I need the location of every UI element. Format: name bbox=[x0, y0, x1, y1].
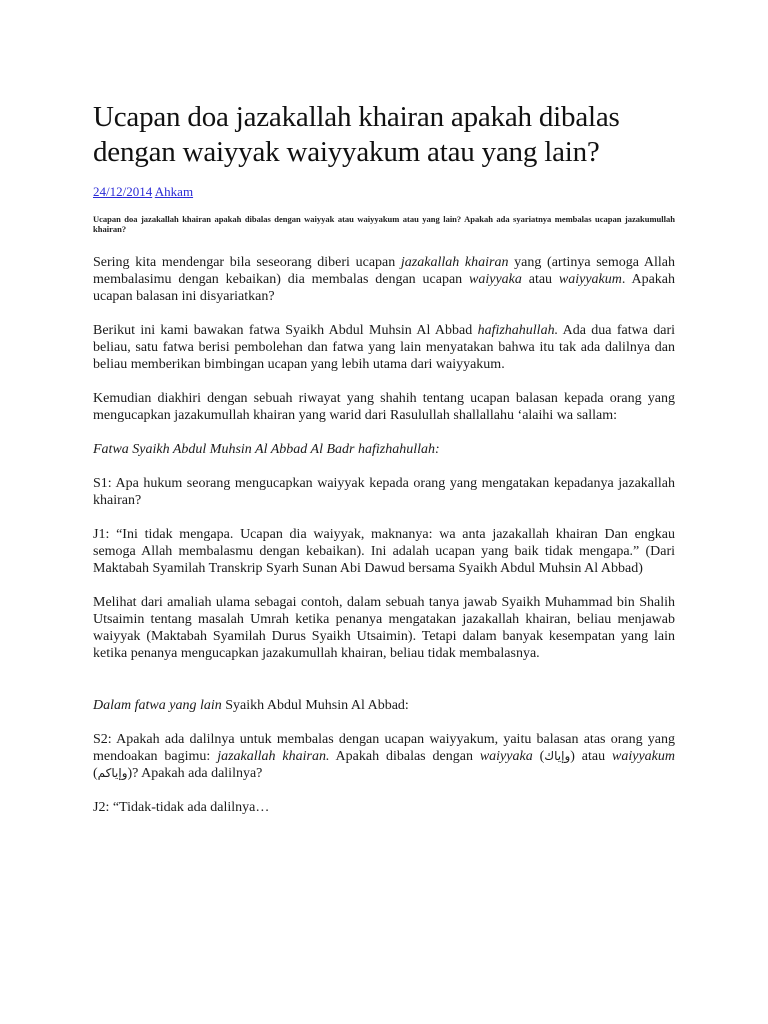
article bbox=[93, 100, 675, 833]
fatwa-heading: Fatwa Syaikh Abdul Muhsin Al Abbad Al Badr hafizhahullah: bbox=[93, 442, 440, 457]
paragraph-riwayat: Kemudian diakhiri dengan sebuah riwayat yang shahih tentang ucapan balasan kepada orang yang mengucapkan jazakumullah khairan yang warid dari Rasulullah shallallahu ‘alaihi wa sallam: bbox=[93, 391, 675, 423]
paragraph-intro: Sering kita mendengar bila seseorang diberi ucapan jazakallah khairan yang (artinya semoga Allah membalasimu dengan kebaikan) dia membalas dengan ucapan waiyyaka atau waiyyakum. Apakah ucapan balasan ini disyariatkan? bbox=[93, 255, 676, 304]
answer-1: J1: “Ini tidak mengapa. Ucapan dia waiyyak, maknanya: wa anta jazakallah khairan Dan engkau semoga Allah membalasmu dengan kebaikan). Ini adalah ucapan yang baik tidak mengapa.” (Dari Maktabah Syamilah Transkrip Syarh Sunan Abi Dawud bersama Syaikh Abdul Muhsin Al Abbad) bbox=[93, 527, 675, 576]
article-title: Ucapan doa jazakallah khairan apakah dibalas dengan waiyyak waiyyakum atau yang lain? bbox=[93, 101, 620, 168]
answer-2: J2: “Tidak-tidak ada dalilnya… bbox=[93, 800, 270, 815]
post-date-link[interactable]: 24/12/2014 bbox=[93, 184, 153, 199]
question-1: S1: Apa hukum seorang mengucapkan waiyyak kepada orang yang mengatakan kepadanya jazakallah khairan? bbox=[93, 476, 675, 508]
paragraph-fatwa-intro: Berikut ini kami bawakan fatwa Syaikh Abdul Muhsin Al Abbad hafizhahullah. Ada dua fatwa dari beliau, satu fatwa berisi pembolehan dan fatwa yang lain menyatakan bahwa itu tak ada dalilnya dan beliau memberikan bimbingan ucapan yang lebih utama dari waiyyakum. bbox=[93, 323, 676, 372]
post-category-link[interactable]: Ahkam bbox=[154, 184, 194, 199]
paragraph-utsaimin: Melihat dari amaliah ulama sebagai contoh, dalam sebuah tanya jawab Syaikh Muhammad bin Shalih Utsaimin tentang masalah Umrah ketika penanya mengatakan jazakallah khairan, beliau menjawab waiyyak (Maktabah Syamilah Durus Syaikh Utsaimin). Tetapi dalam banyak kesempatan yang lain ketika penanya mengucapkan jazakumullah khairan, beliau tidak membalasnya. bbox=[93, 595, 675, 661]
article-summary: Ucapan doa jazakallah khairan apakah dibalas dengan waiyyak atau waiyyakum atau yang lain? Apakah ada syariatnya membalas ucapan jazakumullah khairan? bbox=[93, 214, 675, 234]
post-meta bbox=[93, 184, 675, 200]
paragraph-fatwa-lain: Dalam fatwa yang lain Syaikh Abdul Muhsin Al Abbad: bbox=[93, 698, 409, 713]
question-2: S2: Apakah ada dalilnya untuk membalas dengan ucapan waiyyakum, yaitu balasan atas orang yang mendoakan bagimu: jazakallah khairan. Apakah dibalas dengan waiyyaka (وإياك) atau waiyyakum (وإياكم)? Apakah ada dalilnya? bbox=[93, 732, 675, 781]
